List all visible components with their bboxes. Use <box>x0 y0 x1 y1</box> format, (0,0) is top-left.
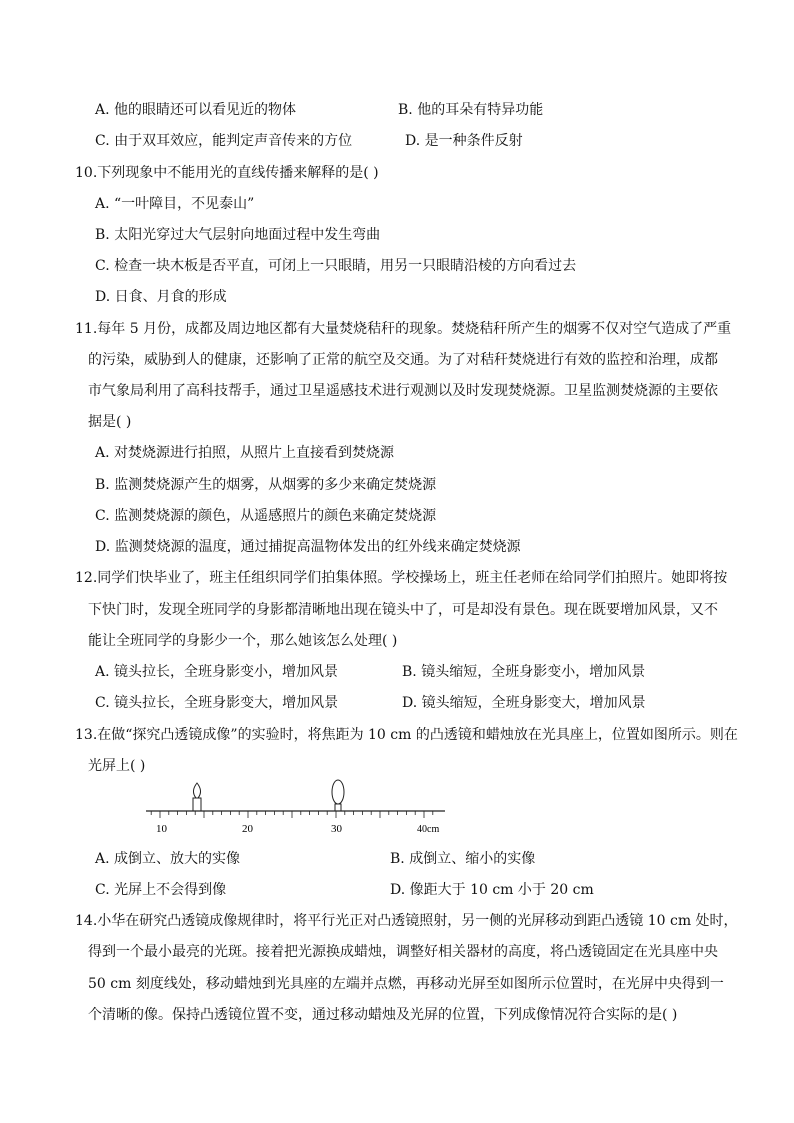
q9-option-c: C. 由于双耳效应，能判定声音传来的方位 <box>95 133 353 149</box>
q12-stem-line-2: 下快门时，发现全班同学的身影都清晰地出现在镜头中了，可是却没有景色。现在既要增加风景，又不 <box>88 602 718 618</box>
q14-stem-line-2: 得到一个最小最亮的光斑。接着把光源换成蜡烛，调整好相关器材的高度，将凸透镜固定在光具座中央 <box>88 944 718 960</box>
q11-stem-line-1: 11.每年 5 月份，成都及周边地区都有大量焚烧秸秆的现象。焚烧秸秆所产生的烟雾不仅对空气造成了严重 <box>75 321 732 337</box>
q13-stem-line-2: 光屏上( ) <box>88 758 146 774</box>
q11-stem-line-2: 的污染，威胁到人的健康，还影响了正常的航空及交通。为了对秸秆焚烧进行有效的监控和治理，成都 <box>88 352 718 368</box>
q12-option-c: C. 镜头拉长，全班身影变大，增加风景 <box>95 695 339 711</box>
q11-stem-line-3: 市气象局利用了高科技帮手，通过卫星遥感技术进行观测以及时发现焚烧源。卫星监测焚烧源的主要依 <box>88 383 718 399</box>
q14-stem-line-4: 个清晰的像。保持凸透镜位置不变，通过移动蜡烛及光屏的位置，下列成像情况符合实际的是( ) <box>88 1007 678 1023</box>
q9-option-a: A. 他的眼睛还可以看见近的物体 <box>95 102 297 118</box>
q12-stem-line-3: 能让全班同学的身影少一个，那么她该怎么处理( ) <box>88 633 398 649</box>
q12-stem-line-1: 12.同学们快毕业了，班主任组织同学们拍集体照。学校操场上，班主任老师在给同学们拍照片。她即将按 <box>75 570 728 586</box>
convex-lens-icon <box>332 780 344 811</box>
q11-stem-line-4: 据是( ) <box>88 414 132 430</box>
q13-option-d: D. 像距大于 10 cm 小于 20 cm <box>390 882 594 898</box>
q10-option-b: B. 太阳光穿过大气层射向地面过程中发生弯曲 <box>95 227 381 243</box>
q13-stem-line-1: 13.在做“探究凸透镜成像”的实验时，将焦距为 10 cm 的凸透镜和蜡烛放在光具座上，位置如图所示。则在 <box>75 727 738 743</box>
q12-option-d: D. 镜头缩短，全班身影变大，增加风景 <box>402 695 646 711</box>
bench-ticks <box>151 811 433 818</box>
candle-icon <box>193 783 201 811</box>
q11-option-d: D. 监测焚烧源的温度，通过捕捉高温物体发出的红外线来确定焚烧源 <box>95 539 521 555</box>
q9-option-d: D. 是一种条件反射 <box>405 133 523 149</box>
tick-label-30: 30 <box>331 823 342 835</box>
q12-option-b: B. 镜头缩短，全班身影变小，增加风景 <box>402 664 646 680</box>
q13-option-c: C. 光屏上不会得到像 <box>95 882 227 898</box>
q9-option-b: B. 他的耳朵有特异功能 <box>398 102 544 118</box>
optical-bench-figure <box>140 778 460 838</box>
q11-option-c: C. 监测焚烧源的颜色，从遥感照片的颜色来确定焚烧源 <box>95 508 437 524</box>
q10-option-a: A. “一叶障目，不见泰山” <box>95 196 255 212</box>
tick-label-10: 10 <box>156 823 167 835</box>
q11-option-b: B. 监测焚烧源产生的烟雾，从烟雾的多少来确定焚烧源 <box>95 477 437 493</box>
q13-option-b: B. 成倒立、缩小的实像 <box>390 851 536 867</box>
q10-option-d: D. 日食、月食的形成 <box>95 289 227 305</box>
q10-option-c: C. 检查一块木板是否平直，可闭上一只眼睛，用另一只眼睛沿棱的方向看过去 <box>95 258 577 274</box>
q12-option-a: A. 镜头拉长，全班身影变小，增加风景 <box>95 664 339 680</box>
q10-stem: 10.下列现象中不能用光的直线传播来解释的是( ) <box>75 165 379 181</box>
q13-option-a: A. 成倒立、放大的实像 <box>95 851 241 867</box>
q11-option-a: A. 对焚烧源进行拍照，从照片上直接看到焚烧源 <box>95 445 395 461</box>
q14-stem-line-3: 50 cm 刻度线处，移动蜡烛到光具座的左端并点燃，再移动光屏至如图所示位置时，在光屏中央得到一 <box>88 976 724 992</box>
tick-label-20: 20 <box>242 823 253 835</box>
tick-label-40cm: 40cm <box>417 824 440 835</box>
q14-stem-line-1: 14.小华在研究凸透镜成像规律时，将平行光正对凸透镜照射，另一侧的光屏移动到距凸透镜 10 cm 处时， <box>75 913 738 929</box>
